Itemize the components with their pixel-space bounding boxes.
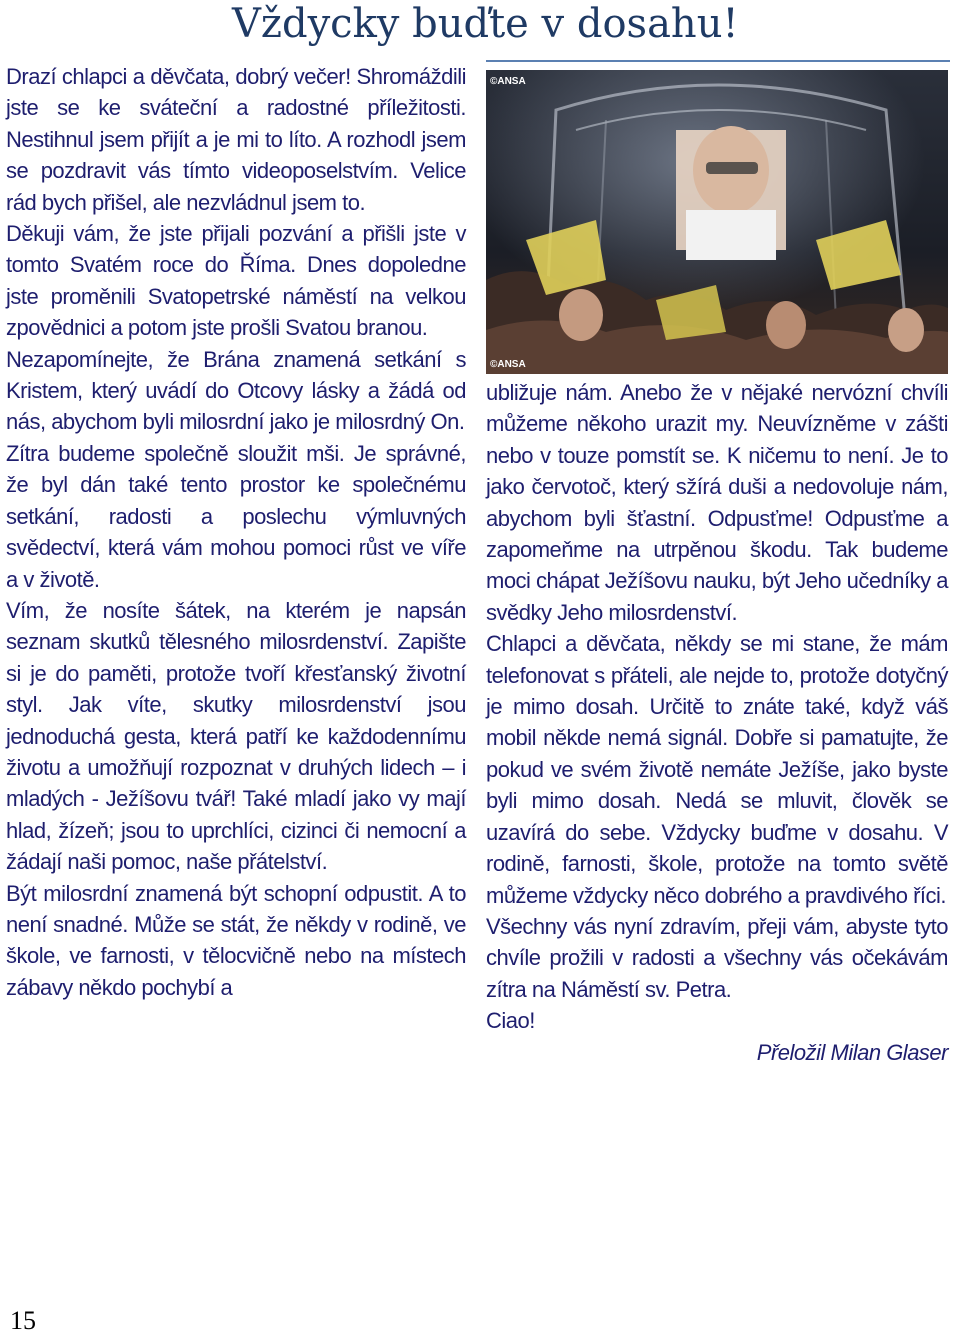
event-photo: [486, 70, 948, 374]
paragraph: Ciao!: [486, 1008, 535, 1034]
left-column: [6, 61, 466, 1003]
photo-credit-bottom: ©ANSA: [490, 359, 526, 370]
title-underline: [486, 60, 950, 62]
photo-illustration: [486, 70, 948, 374]
paragraph: Děkuji vám, že jste přijali pozvání a přišli jste v tomto Svatém roce do Říma. Dnes dopoledne jste proměnili Svatopetrské náměstí na velkou zpovědnici a potom jste prošli Svatou branou.: [6, 221, 466, 341]
paragraph: Nezapomínejte, že Brána znamená setkání s Kristem, který uvádí do Otcovy lásky a žádá od nás, abychom byli milosrdní jako je milosrdný On.: [6, 346, 466, 435]
paragraph: Drazí chlapci a děvčata, dobrý večer! Shromáždili jste se ke sváteční a radostné příležitosti. Nestihnul jsem přijít a je mi to líto. A rozhodl jsem se pozdravit vás tímto videoposelstvím. Velice rád bych přišel, ale nezvládnul jsem to.: [6, 64, 466, 215]
paragraph: Být milosrdní znamená být schopní odpustit. A to není snadné. Může se stát, že někdy v rodině, ve škole, ve farnosti, v tělocvičně nebo na místech zábavy někdo pochybí a: [6, 880, 466, 1000]
paragraph: Všechny vás nyní zdravím, přeji vám, abyste tyto chvíle prožili v radosti a všechny vás očekávám zítra na Náměstí sv. Petra.: [486, 913, 948, 1002]
paragraph: Vím, že nosíte šátek, na kterém je napsán seznam skutků tělesného milosrdenství. Zapište si je do paměti, protože tvoří křesťanský životní styl. Jak víte, skutky milosrdenství jsou jednoduchá gesta, která patří ke každodennímu životu a umožňují rozpoznat v druhých lidech – i mladých - Ježíšovu tvář! Také mladí jako vy mají hlad, žízeň; jsou to uprchlíci, cizinci či nemocní a žádají naši pomoc, naše přátelství.: [6, 597, 466, 875]
right-column: [486, 377, 948, 1068]
paragraph: Zítra budeme společně sloužit mši. Je správné, že byl dán také tento prostor ke společnému setkání, radosti a poslechu výmluvných svědectví, která vám mohou pomoci růst ve víře a v životě.: [6, 440, 466, 592]
paragraph: ubližuje nám. Anebo že v nějaké nervózní chvíli můžeme někoho urazit my. Neuvízněme v zášti nebo v touze pomstít se. K ničemu to není. Je to jako červotoč, který sžírá duši a nedovoluje nám, abychom byli šťastní. Odpusťme! Odpusťme a zapomeňme na utrpěnou škodu. Tak budeme moci chápat Ježíšovu nauku, být Jeho učedníky a svědky Jeho milosrdenství.: [486, 380, 949, 625]
translator-signature: Přeložil Milan Glaser: [756, 1039, 948, 1065]
page-title: Vždycky buďte v dosahu!: [232, 1, 739, 47]
photo-credit-top: ©ANSA: [490, 76, 526, 87]
paragraph: Chlapci a děvčata, někdy se mi stane, že mám telefonovat s přáteli, ale nejde to, protože dotyčný je mimo dosah. Určitě to znáte také, když váš mobil někde nemá signál. Dobře si pamatujte, že pokud ve svém životě nemáte Ježíše, jako byste byli mimo dosah. Nedá se mluvit, člověk se uzavírá do sebe. Vždycky buďme v dosahu. V rodině, farnosti, škole, protože na tomto světě můžeme vždycky něco dobrého a pravdivého říci.: [486, 631, 948, 908]
page-number: 15: [10, 1306, 36, 1335]
